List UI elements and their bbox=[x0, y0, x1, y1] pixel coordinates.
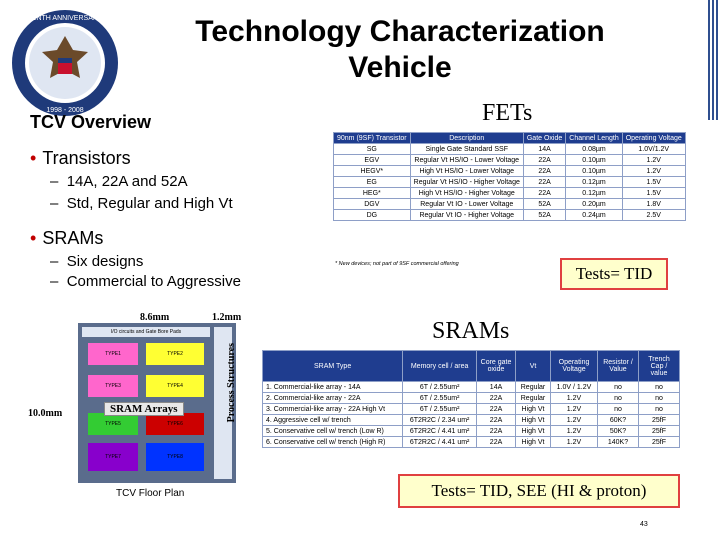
srams-heading: SRAMs bbox=[432, 318, 510, 344]
floorplan-strip-label: 1.2mm bbox=[212, 312, 242, 323]
svg-text:TENTH ANNIVERSARY: TENTH ANNIVERSARY bbox=[27, 15, 103, 22]
fets-footnote: * New devices; not part of 9SF commercial offering bbox=[335, 261, 459, 267]
column-header: Trench Cap / value bbox=[639, 351, 680, 382]
io-bar: I/O circuits and Gate Bore Pads bbox=[82, 327, 210, 337]
column-header: Gate Oxide bbox=[523, 133, 565, 144]
column-header: Core gate oxide bbox=[477, 351, 516, 382]
table-row: EGV Regular Vt HS/IO - Lower Voltage 22A 0.10µm 1.2V bbox=[334, 155, 686, 166]
sram-block: TYPE1 bbox=[88, 343, 138, 365]
sram-block: TYPE2 bbox=[146, 343, 204, 365]
sub-bullet: – Std, Regular and High Vt bbox=[50, 195, 233, 212]
floorplan-height-label: 10.0mm bbox=[28, 408, 63, 419]
table-row: HEGV* High Vt HS/IO - Lower Voltage 22A 0.10µm 1.2V bbox=[334, 166, 686, 177]
table-row: 5. Conservative cell w/ trench (Low R) 6T2R2C / 4.41 um² 22A High Vt 1.2V 50K? 25fF bbox=[263, 426, 680, 437]
sram-arrays-label: SRAM Arrays bbox=[104, 402, 184, 416]
table-header-row bbox=[334, 133, 686, 144]
bullet-transistors: • Transistors bbox=[30, 148, 131, 168]
sub-bullet: – 14A, 22A and 52A bbox=[50, 173, 188, 190]
sram-block: TYPE4 bbox=[146, 375, 204, 397]
sub-bullet: – Six designs bbox=[50, 253, 144, 270]
bullet-srams: • SRAMs bbox=[30, 228, 104, 248]
sram-block: TYPE3 bbox=[88, 375, 138, 397]
srams-table bbox=[262, 350, 680, 448]
table-row: 6. Conservative cell w/ trench (High R) 6T2R2C / 4.41 um² 22A High Vt 1.2V 140K? 25fF bbox=[263, 437, 680, 448]
column-header: Operating Voltage bbox=[622, 133, 685, 144]
page-title: Technology Characterization Vehicle bbox=[195, 15, 605, 84]
column-header: Description bbox=[410, 133, 523, 144]
floorplan-caption: TCV Floor Plan bbox=[116, 488, 185, 499]
column-header: Memory cell / area bbox=[403, 351, 477, 382]
process-structures-label: Process Structures bbox=[226, 343, 237, 423]
anniversary-seal-logo bbox=[10, 8, 120, 118]
fets-tests-callout: Tests= TID bbox=[560, 258, 668, 290]
table-row: 2. Commercial-like array - 22A 6T / 2.55um² 22A Regular 1.2V no no bbox=[263, 393, 680, 404]
table-row: DGV Regular Vt IO - Lower Voltage 52A 0.20µm 1.8V bbox=[334, 199, 686, 210]
table-row: HEG* High Vt HS/IO - Higher Voltage 22A 0.12µm 1.5V bbox=[334, 188, 686, 199]
column-header: 90nm (9SF) Transistor bbox=[334, 133, 411, 144]
sub-bullet: – Commercial to Aggressive bbox=[50, 273, 241, 290]
table-row: 3. Commercial-like array - 22A High Vt 6T / 2.55um² 22A High Vt 1.2V no no bbox=[263, 404, 680, 415]
column-header: Resistor / Value bbox=[598, 351, 639, 382]
overview-heading: TCV Overview bbox=[30, 112, 152, 132]
page-number: 43 bbox=[640, 521, 648, 528]
column-header: Channel Length bbox=[566, 133, 622, 144]
fets-table bbox=[333, 132, 686, 221]
sram-block: TYPE7 bbox=[88, 443, 138, 471]
sram-block: TYPE6 bbox=[146, 413, 204, 435]
fets-heading: FETs bbox=[482, 100, 533, 126]
column-header: Vt bbox=[516, 351, 551, 382]
sram-block: TYPE8 bbox=[146, 443, 204, 471]
decorative-stripes bbox=[708, 0, 720, 120]
column-header: Operating Voltage bbox=[551, 351, 598, 382]
sram-block: TYPE5 bbox=[88, 413, 138, 435]
floorplan-width-label: 8.6mm bbox=[140, 312, 170, 323]
table-row: 4. Aggressive cell w/ trench 6T2R2C / 2.34 um² 22A High Vt 1.2V 60K? 25fF bbox=[263, 415, 680, 426]
table-row: EG Regular Vt HS/IO - Higher Voltage 22A 0.12µm 1.5V bbox=[334, 177, 686, 188]
svg-text:1998 - 2008: 1998 - 2008 bbox=[46, 107, 84, 114]
table-row: 1. Commercial-like array - 14A 6T / 2.55um² 14A Regular 1.0V / 1.2V no no bbox=[263, 382, 680, 393]
table-row: SG Single Gate Standard SSF 14A 0.08µm 1.0V/1.2V bbox=[334, 144, 686, 155]
column-header: SRAM Type bbox=[263, 351, 403, 382]
table-header-row bbox=[263, 351, 680, 382]
srams-tests-callout: Tests= TID, SEE (HI & proton) bbox=[398, 474, 680, 508]
table-row: DG Regular Vt IO - Higher Voltage 52A 0.24µm 2.5V bbox=[334, 210, 686, 221]
